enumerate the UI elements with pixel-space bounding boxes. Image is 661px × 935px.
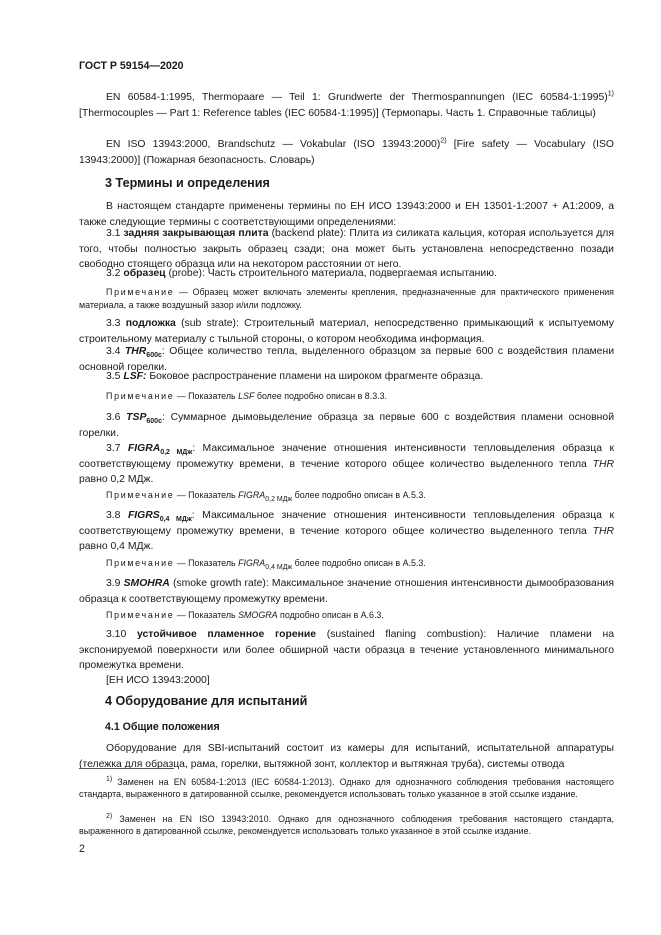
- note-3-9: Примечание — Показатель SMOGRA подробно описан в А.6.3.: [106, 610, 384, 620]
- term-3-9: 3.9 SMOHRA (smoke growth rate): Максимальное значение отношения интенсивности дымообразования образца к соответствующему промежутку времени.: [79, 578, 614, 605]
- term-3-10: 3.10 устойчивое пламенное горение (sustained flaning combustion): Наличие пламени на экспонируемой поверхности или более обширной части образца в течение установленного минимального промежутка времени.: [79, 629, 614, 672]
- section-4-1-paragraph: Оборудование для SBI-испытаний состоит из камеры для испытаний, испытательной аппаратуры (тележка для образца, рама, горелки, вытяжной зонт, коллектор и вытяжная труба), системы отвода: [79, 743, 614, 770]
- note-3-5: Примечание — Показатель LSF более подробно описан в 8.3.3.: [106, 391, 388, 401]
- footnote-1: $^{1)}$ Заменен на EN 60584-1:2013 (IEC 60584-1:2013). Однако для однозначного соблюдения требования настоящего стандарта, выраженного в датированной ссылке, рекомендуется использовать только указанное в этой ссылке издание.: [79, 776, 614, 799]
- subsection-4-1-title: 4.1 Общие положения: [105, 721, 220, 733]
- footnote-divider: [79, 768, 174, 769]
- reference-en-iso-13943: EN ISO 13943:2000, Brandschutz — Vokabular (ISO 13943:2000)$^{2)}$ [Fire safety — Vocabulary (ISO 13943:2000)] (Пожарная безопасность. Словарь): [79, 137, 614, 166]
- note-3-2: Примечание — Образец может включать элементы крепления, предназначенные для практического применения материала, а также воздушный зазор и/или подложку.: [79, 287, 614, 310]
- term-3-4: 3.4 $THR_{600c}$: Общее количество тепла, выделенного образцом за первые 600 с воздействия пламени основной горелки.: [79, 346, 614, 373]
- term-3-1: 3.1 задняя закрывающая плита (backend plate): Плита из силиката кальция, которая используется для того, чтобы полностью закрыть образец сзади; она может быть установлена непосредственно позади свободно стоящего образца или на некотором расстоянии от него.: [79, 228, 614, 271]
- reference-en-60584: EN 60584-1:1995, Thermopaare — Teil 1: Grundwerte der Thermospannungen (IEC 60584-1:1995)$^{1)}$ [Thermocouples — Part 1: Reference tables (IEC 60584-1:1995)] (Термопары. Часть 1. Справочные таблицы): [79, 90, 614, 119]
- note-3-8: Примечание — Показатель $FIGRA_{0,4 МДж}$ более подробно описан в А.5.3.: [106, 558, 426, 571]
- term-3-10-source: [ЕН ИСО 13943:2000]: [106, 675, 210, 686]
- note-3-7: Примечание — Показатель $FIGRA_{0,2 МДж}$ более подробно описан в А.5.3.: [106, 490, 426, 503]
- term-3-8: 3.8 $FIGRS_{0,4 МДж}$: Максимальное значение отношения интенсивности тепловыделения образца к соответствующему промежутку времени, в течение которого общее количество выделенного тепла THR равно 0,4 МДж.: [79, 510, 614, 553]
- footnote-2: $^{2)}$ Заменен на EN ISO 13943:2010. Однако для однозначного соблюдения требования настоящего стандарта, выраженного в датированной ссылке, рекомендуется использовать только указанное в этой ссылке издание.: [79, 813, 614, 836]
- term-3-5: 3.5 LSF: Боковое распространение пламени на широком фрагменте образца.: [106, 371, 484, 382]
- section-4-title: 4 Оборудование для испытаний: [105, 694, 308, 708]
- section-3-title: 3 Термины и определения: [105, 176, 270, 190]
- term-3-2: 3.2 образец (probe): Часть строительного материала, подвергаемая испытанию.: [106, 268, 497, 279]
- page-number: 2: [79, 843, 85, 855]
- section-3-intro: В настоящем стандарте применены термины по ЕН ИСО 13943:2000 и ЕН 13501-1:2007 + А1:2009, а также следующие термины с соответствующими определениями:: [79, 201, 614, 228]
- term-3-7: 3.7 $FIGRA_{0,2 МДж}$: Максимальное значение отношения интенсивности тепловыделения образца к соответствующему промежутку времени, в течение которого общее количество выделенного тепла THR равно 0,2 МДж.: [79, 443, 614, 486]
- term-3-6: 3.6 $TSP_{600c}$: Суммарное дымовыделение образца за первые 600 с воздействия пламени основной горелки.: [79, 412, 614, 439]
- standard-header: ГОСТ Р 59154—2020: [79, 60, 184, 72]
- term-3-3: 3.3 подложка (sub strate): Строительный материал, непосредственно примыкающий к испытуемому строительному материалу с тыльной стороны, о котором необходима информация.: [79, 318, 614, 345]
